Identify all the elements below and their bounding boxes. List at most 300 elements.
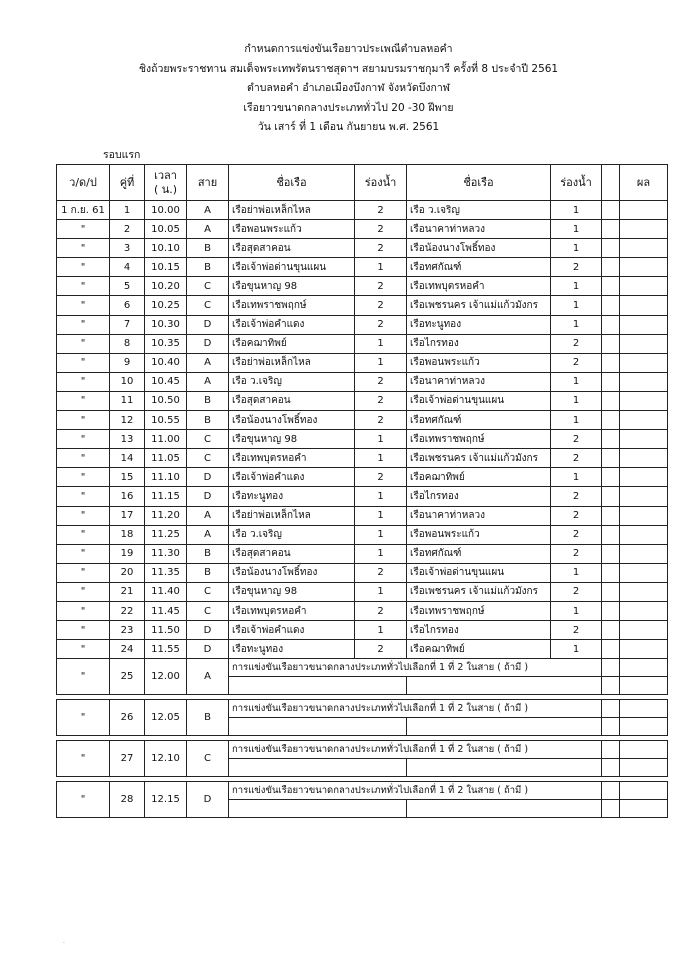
cell-water1: 1 <box>355 353 407 372</box>
cell-date: " <box>57 220 110 239</box>
cell-date: " <box>57 741 110 777</box>
col-time-label: เวลา <box>154 168 177 182</box>
cell-water1: 2 <box>355 640 407 659</box>
final-row <box>57 741 668 759</box>
cell-water2: 2 <box>551 582 602 601</box>
cell-blank <box>602 411 620 430</box>
header-date: วัน เสาร์ ที่ 1 เดือน กันยายน พ.ศ. 2561 <box>257 121 440 133</box>
cell-water2: 2 <box>551 621 602 640</box>
cell-lane: A <box>187 201 229 220</box>
cell-lane: B <box>187 411 229 430</box>
cell-result <box>620 353 668 372</box>
cell-blank <box>602 601 620 620</box>
cell-water2: 2 <box>551 430 602 449</box>
table-row <box>57 391 668 410</box>
cell-empty-boat1 <box>229 718 407 736</box>
cell-water1: 2 <box>355 563 407 582</box>
table-row <box>57 353 668 372</box>
cell-boat1: เรือ ว.เจริญ <box>229 372 355 391</box>
cell-pair: 19 <box>110 544 145 563</box>
cell-blank <box>602 525 620 544</box>
table-row <box>57 621 668 640</box>
cell-lane: B <box>187 544 229 563</box>
cell-boat2: เรือทศกัณฑ์ <box>407 258 551 277</box>
col-result: ผล <box>620 165 668 201</box>
cell-note: การแข่งขันเรือยาวขนาดกลางประเภททั่วไปเลือกที่ 1 ที่ 2 ในสาย ( ถ้ามี ) <box>229 659 602 677</box>
table-row <box>57 296 668 315</box>
cell-boat1: เรือเจ้าพ่อด่านขุนแผน <box>229 258 355 277</box>
cell-lane: B <box>187 700 229 736</box>
cell-pair: 4 <box>110 258 145 277</box>
cell-date: " <box>57 468 110 487</box>
table-row <box>57 201 668 220</box>
cell-boat2: เรือทศกัณฑ์ <box>407 544 551 563</box>
cell-pair: 3 <box>110 239 145 258</box>
cell-result <box>620 430 668 449</box>
cell-water2: 1 <box>551 239 602 258</box>
cell-lane: A <box>187 372 229 391</box>
cell-blank <box>602 621 620 640</box>
cell-boat1: เรือสุดสาคอน <box>229 391 355 410</box>
header-row <box>57 165 668 201</box>
cell-boat1: เรือขุนหาญ 98 <box>229 277 355 296</box>
cell-date: " <box>57 391 110 410</box>
cell-pair: 14 <box>110 449 145 468</box>
cell-blank <box>602 506 620 525</box>
cell-lane: B <box>187 563 229 582</box>
cell-water2: 1 <box>551 201 602 220</box>
cell-lane: B <box>187 239 229 258</box>
table-row <box>57 334 668 353</box>
cell-pair: 28 <box>110 782 145 818</box>
header-cup: ชิงถ้วยพระราชทาน สมเด็จพระเทพรัตนราชสุดาฯ สยามบรมราชกุมารี ครั้งที่ 8 ประจำปี 2561 <box>138 62 559 75</box>
cell-water2: 2 <box>551 487 602 506</box>
cell-pair: 25 <box>110 659 145 695</box>
cell-empty-boat2 <box>407 677 602 695</box>
cell-pair: 5 <box>110 277 145 296</box>
cell-pair: 8 <box>110 334 145 353</box>
cell-boat1: เรือเจ้าพ่อคำแดง <box>229 621 355 640</box>
cell-time: 11.55 <box>145 640 187 659</box>
cell-pair: 16 <box>110 487 145 506</box>
cell-blank <box>602 258 620 277</box>
cell-blank <box>602 430 620 449</box>
cell-time: 10.20 <box>145 277 187 296</box>
cell-blank <box>602 391 620 410</box>
cell-boat2: เรือเพชรนคร เจ้าแม่แก้วมังกร <box>407 582 551 601</box>
cell-lane: C <box>187 449 229 468</box>
cell-boat1: เรือเทพบุตรหอคำ <box>229 601 355 620</box>
cell-result <box>620 220 668 239</box>
cell-water1: 2 <box>355 411 407 430</box>
cell-empty-boat2 <box>407 800 602 818</box>
cell-date: " <box>57 563 110 582</box>
cell-time: 10.15 <box>145 258 187 277</box>
cell-blank <box>602 449 620 468</box>
cell-water1: 1 <box>355 506 407 525</box>
cell-water1: 2 <box>355 372 407 391</box>
cell-result <box>620 800 668 818</box>
cell-date: " <box>57 411 110 430</box>
cell-water2: 2 <box>551 449 602 468</box>
cell-date: " <box>57 487 110 506</box>
cell-water1: 1 <box>355 430 407 449</box>
cell-water1: 2 <box>355 220 407 239</box>
cell-lane: C <box>187 296 229 315</box>
cell-boat2: เรือนาคาท่าหลวง <box>407 372 551 391</box>
cell-water2: 1 <box>551 220 602 239</box>
cell-water2: 2 <box>551 258 602 277</box>
cell-boat2: เรือเทพราชพฤกษ์ <box>407 601 551 620</box>
cell-water1: 2 <box>355 601 407 620</box>
cell-boat2: เรือเจ้าพ่อด่านขุนแผน <box>407 563 551 582</box>
cell-result <box>620 544 668 563</box>
cell-result <box>620 449 668 468</box>
cell-date: 1 ก.ย. 61 <box>57 201 110 220</box>
cell-lane: A <box>187 353 229 372</box>
cell-time: 11.20 <box>145 506 187 525</box>
table-row <box>57 601 668 620</box>
col-water2: ร่องน้ำ <box>551 165 602 201</box>
cell-pair: 2 <box>110 220 145 239</box>
cell-lane: C <box>187 430 229 449</box>
cell-blank <box>602 782 620 800</box>
cell-pair: 10 <box>110 372 145 391</box>
cell-boat1: เรือย่าพ่อเหล็กไหล <box>229 353 355 372</box>
cell-water1: 1 <box>355 487 407 506</box>
cell-result <box>620 201 668 220</box>
cell-time: 12.05 <box>145 700 187 736</box>
cell-water2: 1 <box>551 601 602 620</box>
cell-result <box>620 741 668 759</box>
cell-lane: C <box>187 582 229 601</box>
cell-date: " <box>57 621 110 640</box>
cell-date: " <box>57 700 110 736</box>
cell-lane: C <box>187 601 229 620</box>
cell-boat1: เรือขุนหาญ 98 <box>229 430 355 449</box>
cell-lane: A <box>187 220 229 239</box>
table-row <box>57 468 668 487</box>
cell-boat1: เรือขุนหาญ 98 <box>229 582 355 601</box>
cell-blank <box>602 759 620 777</box>
table-row <box>57 449 668 468</box>
cell-boat1: เรือย่าพ่อเหล็กไหล <box>229 201 355 220</box>
table-row <box>57 640 668 659</box>
final-row <box>57 700 668 718</box>
cell-result <box>620 601 668 620</box>
cell-blank <box>602 334 620 353</box>
cell-note: การแข่งขันเรือยาวขนาดกลางประเภททั่วไปเลือกที่ 1 ที่ 2 ในสาย ( ถ้ามี ) <box>229 700 602 718</box>
cell-blank <box>602 372 620 391</box>
cell-lane: A <box>187 659 229 695</box>
cell-time: 10.55 <box>145 411 187 430</box>
cell-boat2: เรือพอนพระแก้ว <box>407 353 551 372</box>
cell-date: " <box>57 506 110 525</box>
cell-time: 10.45 <box>145 372 187 391</box>
cell-date: " <box>57 353 110 372</box>
cell-water1: 2 <box>355 391 407 410</box>
cell-water1: 1 <box>355 449 407 468</box>
cell-result <box>620 372 668 391</box>
cell-blank <box>602 315 620 334</box>
cell-water1: 2 <box>355 296 407 315</box>
cell-blank <box>602 800 620 818</box>
cell-pair: 23 <box>110 621 145 640</box>
cell-lane: A <box>187 506 229 525</box>
cell-boat2: เรือเพชรนคร เจ้าแม่แก้วมังกร <box>407 449 551 468</box>
cell-boat2: เรือทะนูทอง <box>407 315 551 334</box>
cell-result <box>620 334 668 353</box>
cell-empty-boat1 <box>229 759 407 777</box>
cell-pair: 13 <box>110 430 145 449</box>
schedule-body <box>57 201 668 818</box>
header-category: เรือยาวขนาดกลางประเภททั่วไป 20 -30 ฝีพาย <box>243 101 454 114</box>
cell-time: 10.00 <box>145 201 187 220</box>
col-lane: สาย <box>187 165 229 201</box>
cell-blank <box>602 296 620 315</box>
cell-date: " <box>57 239 110 258</box>
scan-mark: · <box>63 940 65 947</box>
cell-water1: 2 <box>355 201 407 220</box>
table-row <box>57 258 668 277</box>
cell-pair: 12 <box>110 411 145 430</box>
cell-boat1: เรือทะนูทอง <box>229 640 355 659</box>
cell-water2: 1 <box>551 277 602 296</box>
cell-water2: 2 <box>551 353 602 372</box>
cell-result <box>620 659 668 677</box>
cell-result <box>620 391 668 410</box>
cell-date: " <box>57 334 110 353</box>
cell-blank <box>602 220 620 239</box>
table-row <box>57 239 668 258</box>
cell-result <box>620 677 668 695</box>
cell-pair: 15 <box>110 468 145 487</box>
col-boat1: ชื่อเรือ <box>229 165 355 201</box>
cell-boat1: เรือพอนพระแก้ว <box>229 220 355 239</box>
cell-time: 10.30 <box>145 315 187 334</box>
cell-pair: 11 <box>110 391 145 410</box>
cell-lane: D <box>187 334 229 353</box>
cell-blank <box>602 487 620 506</box>
cell-date: " <box>57 659 110 695</box>
cell-boat1: เรือเทพบุตรหอคำ <box>229 449 355 468</box>
cell-blank <box>602 718 620 736</box>
col-time-unit: ( น.) <box>153 182 178 196</box>
cell-time: 10.35 <box>145 334 187 353</box>
cell-date: " <box>57 640 110 659</box>
cell-lane: D <box>187 640 229 659</box>
cell-boat1: เรือย่าพ่อเหล็กไหล <box>229 506 355 525</box>
cell-result <box>620 239 668 258</box>
cell-water2: 2 <box>551 506 602 525</box>
cell-blank <box>602 659 620 677</box>
cell-pair: 24 <box>110 640 145 659</box>
col-date: ว/ด/ป <box>57 165 110 201</box>
cell-blank <box>602 201 620 220</box>
cell-result <box>620 640 668 659</box>
cell-date: " <box>57 315 110 334</box>
table-row <box>57 372 668 391</box>
cell-boat1: เรือน้องนางโพธิ์ทอง <box>229 563 355 582</box>
cell-boat1: เรือเจ้าพ่อคำแดง <box>229 468 355 487</box>
cell-lane: D <box>187 468 229 487</box>
cell-result <box>620 277 668 296</box>
cell-result <box>620 411 668 430</box>
cell-boat1: เรือ ว.เจริญ <box>229 525 355 544</box>
cell-pair: 26 <box>110 700 145 736</box>
cell-pair: 22 <box>110 601 145 620</box>
cell-date: " <box>57 296 110 315</box>
header-title: กำหนดการแข่งขันเรือยาวประเพณีตำบลหอคำ <box>244 43 453 55</box>
cell-water2: 1 <box>551 563 602 582</box>
cell-time: 10.05 <box>145 220 187 239</box>
cell-boat2: เรือนาคาท่าหลวง <box>407 506 551 525</box>
cell-lane: B <box>187 391 229 410</box>
table-row <box>57 582 668 601</box>
cell-water2: 1 <box>551 315 602 334</box>
cell-result <box>620 759 668 777</box>
table-row <box>57 506 668 525</box>
cell-date: " <box>57 277 110 296</box>
cell-time: 11.00 <box>145 430 187 449</box>
cell-result <box>620 525 668 544</box>
cell-blank <box>602 677 620 695</box>
cell-boat2: เรือเทพราชพฤกษ์ <box>407 430 551 449</box>
cell-empty-boat2 <box>407 759 602 777</box>
cell-time: 11.10 <box>145 468 187 487</box>
table-row <box>57 487 668 506</box>
cell-time: 10.25 <box>145 296 187 315</box>
table-row <box>57 544 668 563</box>
table-row <box>57 315 668 334</box>
cell-result <box>620 718 668 736</box>
cell-boat2: เรือไกรทอง <box>407 621 551 640</box>
cell-pair: 7 <box>110 315 145 334</box>
cell-boat2: เรือเทพบุตรหอคำ <box>407 277 551 296</box>
cell-boat2: เรือเจ้าพ่อด่านขุนแผน <box>407 391 551 410</box>
cell-water2: 2 <box>551 525 602 544</box>
cell-lane: C <box>187 741 229 777</box>
col-pair: คู่ที่ <box>110 165 145 201</box>
cell-boat2: เรือคฌาทิพย์ <box>407 468 551 487</box>
cell-time: 11.30 <box>145 544 187 563</box>
cell-time: 11.35 <box>145 563 187 582</box>
col-time <box>145 165 187 201</box>
cell-water2: 1 <box>551 391 602 410</box>
cell-result <box>620 296 668 315</box>
final-row <box>57 782 668 800</box>
cell-time: 12.00 <box>145 659 187 695</box>
cell-time: 10.10 <box>145 239 187 258</box>
cell-water1: 1 <box>355 258 407 277</box>
cell-date: " <box>57 601 110 620</box>
cell-blank <box>602 640 620 659</box>
col-water1: ร่องน้ำ <box>355 165 407 201</box>
cell-lane: D <box>187 487 229 506</box>
cell-note: การแข่งขันเรือยาวขนาดกลางประเภททั่วไปเลือกที่ 1 ที่ 2 ในสาย ( ถ้ามี ) <box>229 782 602 800</box>
cell-water1: 1 <box>355 582 407 601</box>
cell-result <box>620 700 668 718</box>
schedule-table <box>56 164 668 818</box>
cell-pair: 21 <box>110 582 145 601</box>
cell-result <box>620 468 668 487</box>
col-boat2: ชื่อเรือ <box>407 165 551 201</box>
cell-time: 10.40 <box>145 353 187 372</box>
cell-water2: 1 <box>551 411 602 430</box>
cell-water1: 1 <box>355 544 407 563</box>
cell-water1: 1 <box>355 334 407 353</box>
cell-result <box>620 506 668 525</box>
cell-lane: A <box>187 525 229 544</box>
cell-water2: 1 <box>551 372 602 391</box>
cell-blank <box>602 353 620 372</box>
cell-boat2: เรือทศกัณฑ์ <box>407 411 551 430</box>
cell-time: 12.15 <box>145 782 187 818</box>
cell-pair: 6 <box>110 296 145 315</box>
cell-water1: 2 <box>355 468 407 487</box>
col-blank <box>602 165 620 201</box>
cell-result <box>620 782 668 800</box>
cell-boat2: เรือเพชรนคร เจ้าแม่แก้วมังกร <box>407 296 551 315</box>
cell-pair: 1 <box>110 201 145 220</box>
cell-time: 11.45 <box>145 601 187 620</box>
cell-blank <box>602 239 620 258</box>
table-row <box>57 525 668 544</box>
header-location: ตำบลหอคำ อำเภอเมืองบึงกาฬ จังหวัดบึงกาฬ <box>247 82 450 94</box>
cell-boat2: เรือไกรทอง <box>407 487 551 506</box>
cell-water1: 1 <box>355 525 407 544</box>
cell-time: 11.50 <box>145 621 187 640</box>
cell-result <box>620 563 668 582</box>
cell-water1: 2 <box>355 315 407 334</box>
cell-date: " <box>57 258 110 277</box>
table-row <box>57 430 668 449</box>
cell-empty-boat2 <box>407 718 602 736</box>
cell-boat1: เรือเทพราชพฤกษ์ <box>229 296 355 315</box>
cell-time: 11.40 <box>145 582 187 601</box>
cell-boat2: เรือ ว.เจริญ <box>407 201 551 220</box>
cell-note: การแข่งขันเรือยาวขนาดกลางประเภททั่วไปเลือกที่ 1 ที่ 2 ในสาย ( ถ้ามี ) <box>229 741 602 759</box>
cell-empty-boat1 <box>229 800 407 818</box>
cell-date: " <box>57 430 110 449</box>
cell-result <box>620 582 668 601</box>
cell-time: 10.50 <box>145 391 187 410</box>
cell-water2: 1 <box>551 468 602 487</box>
cell-pair: 18 <box>110 525 145 544</box>
cell-lane: B <box>187 258 229 277</box>
cell-boat2: เรือคฌาทิพย์ <box>407 640 551 659</box>
cell-date: " <box>57 449 110 468</box>
cell-result <box>620 258 668 277</box>
cell-time: 11.05 <box>145 449 187 468</box>
cell-water2: 2 <box>551 334 602 353</box>
cell-lane: D <box>187 782 229 818</box>
cell-time: 12.10 <box>145 741 187 777</box>
cell-lane: D <box>187 621 229 640</box>
cell-lane: C <box>187 277 229 296</box>
cell-pair: 20 <box>110 563 145 582</box>
document-header <box>0 40 697 138</box>
cell-blank <box>602 544 620 563</box>
cell-pair: 27 <box>110 741 145 777</box>
cell-boat1: เรือคฌาทิพย์ <box>229 334 355 353</box>
cell-empty-boat1 <box>229 677 407 695</box>
cell-boat1: เรือทะนูทอง <box>229 487 355 506</box>
cell-boat2: เรือพอนพระแก้ว <box>407 525 551 544</box>
cell-blank <box>602 700 620 718</box>
cell-boat1: เรือเจ้าพ่อคำแดง <box>229 315 355 334</box>
cell-boat1: เรือน้องนางโพธิ์ทอง <box>229 411 355 430</box>
